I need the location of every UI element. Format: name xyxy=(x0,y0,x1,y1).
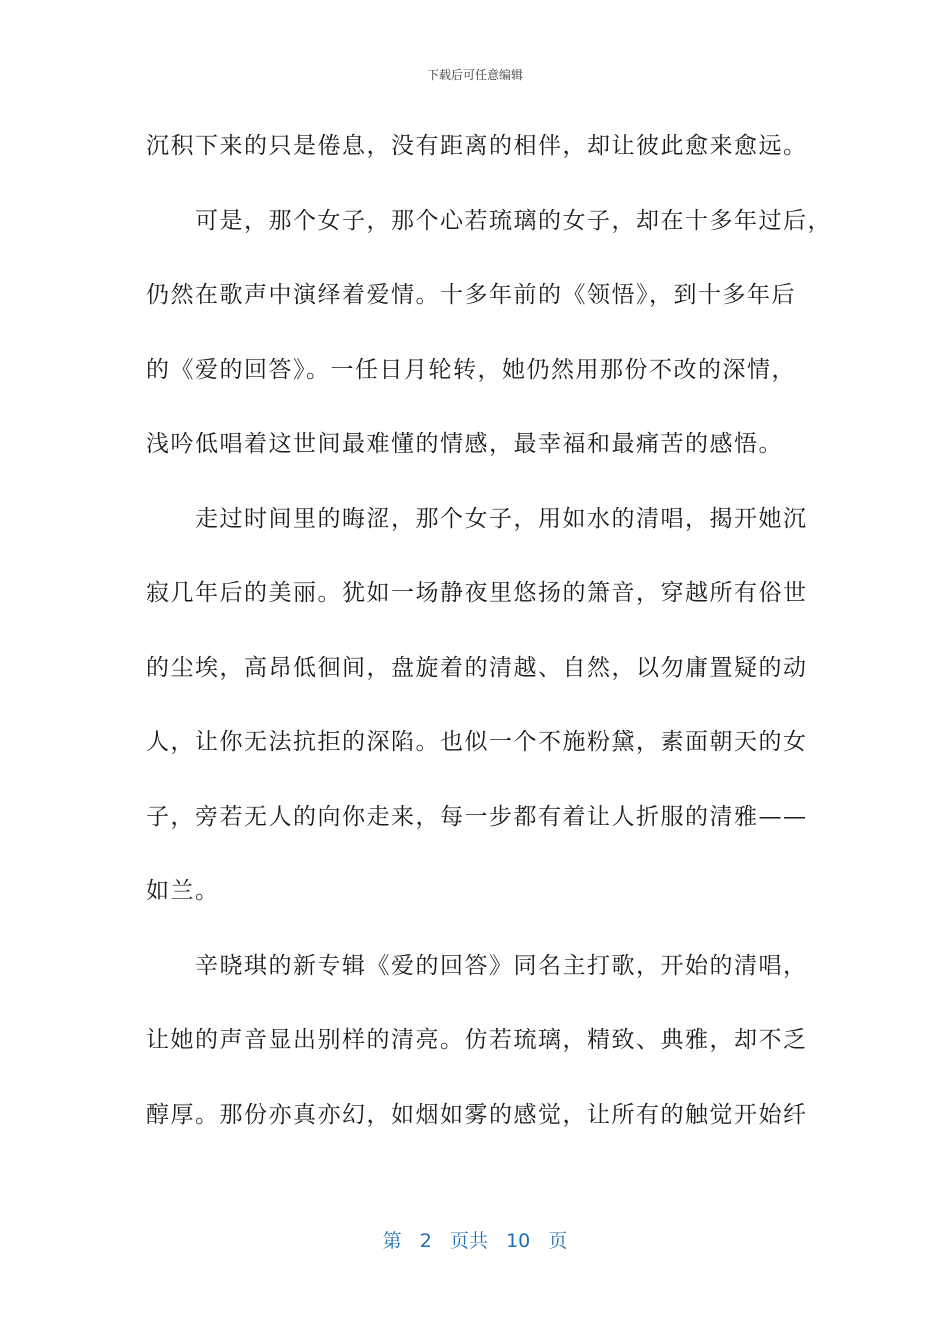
current-page-number: 2 xyxy=(419,1230,432,1252)
page-footer xyxy=(0,1226,950,1253)
text-line-9: 人，让你无法抗拒的深陷。也似一个不施粉黛，素面朝天的女 xyxy=(146,729,808,755)
text-line-6: 走过时间里的晦涩，那个女子，用如水的清唱，揭开她沉 xyxy=(146,506,808,532)
text-line-13: 让她的声音显出别样的清亮。仿若琉璃，精致、典雅，却不乏 xyxy=(146,1027,808,1053)
text-line-10: 子，旁若无人的向你走来，每一步都有着让人折服的清雅—— xyxy=(146,804,808,830)
page-label-prefix: 第 xyxy=(382,1230,402,1252)
text-line-4: 的《爱的回答》。一任日月轮转，她仍然用那份不改的深情， xyxy=(146,357,796,383)
text-line-7: 寂几年后的美丽。犹如一场静夜里悠扬的箫音，穿越所有俗世 xyxy=(146,580,808,606)
page-label-mid: 页共 xyxy=(449,1230,488,1252)
text-line-1: 沉积下来的只是倦息，没有距离的相伴，却让彼此愈来愈远。 xyxy=(146,133,808,159)
page-header: 下载后可任意编辑 xyxy=(426,68,523,82)
page-label-suffix: 页 xyxy=(548,1230,568,1252)
text-line-11: 如兰。 xyxy=(146,878,220,904)
text-line-12: 辛晓琪的新专辑《爱的回答》同名主打歌，开始的清唱， xyxy=(146,953,808,979)
text-line-14: 醇厚。那份亦真亦幻，如烟如雾的感觉，让所有的触觉开始纤 xyxy=(146,1102,808,1128)
total-pages-number: 10 xyxy=(506,1230,531,1252)
text-line-8: 的尘埃，高昂低徊间，盘旋着的清越、自然，以勿庸置疑的动 xyxy=(146,655,808,681)
text-line-2: 可是，那个女子，那个心若琉璃的女子，却在十多年过后， xyxy=(146,208,832,234)
text-line-3: 仍然在歌声中演绎着爱情。十多年前的《领悟》，到十多年后 xyxy=(146,282,796,308)
text-line-5: 浅吟低唱着这世间最难懂的情感，最幸福和最痛苦的感悟。 xyxy=(146,431,783,457)
